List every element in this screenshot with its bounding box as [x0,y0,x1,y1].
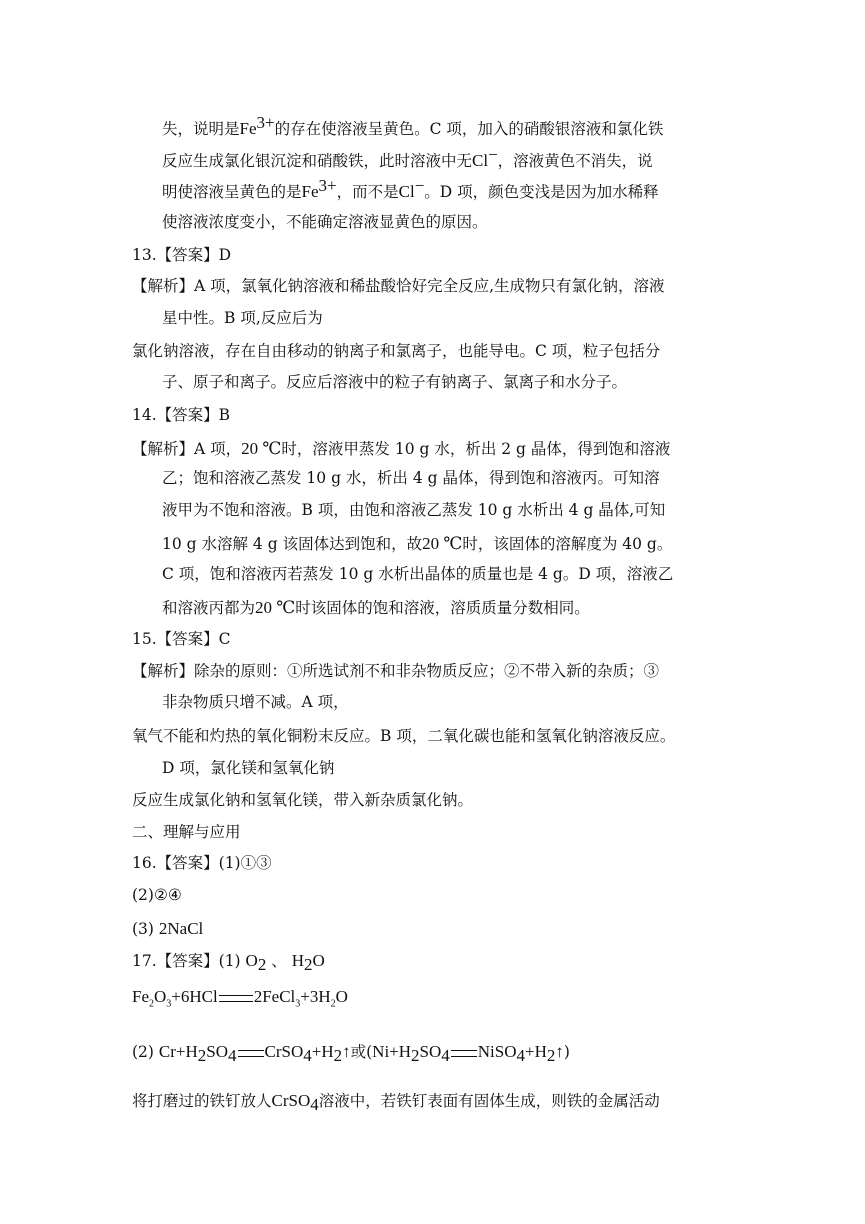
equation-iron-oxide: $Fe_2O_3+6HCl$ $2FeCl_3+3H_2O$ [132,987,348,1010]
answer-13: 13.【答案】D [132,246,232,264]
analysis-14: 【解析】A 项，20 ℃时，溶液甲蒸发 10 g 水，析出 2 g 晶体，得到饱和溶液 [132,439,671,458]
equals-sign [238,1050,264,1057]
text-line: 液甲为不饱和溶液。B 项，由饱和溶液乙蒸发 10 g 水析出 4 g 晶体,可知 [162,501,666,519]
answer-16: 16.【答案】(1)①③ [132,854,272,872]
text-line: C 项，饱和溶液丙若蒸发 10 g 水析出晶体的质量也是 4 g。D 项，溶液乙 [162,565,674,583]
answer-17: 17.【答案】(1) $O_2$ 、 $H_2O$ [132,951,325,975]
answer-15: 15.【答案】C [132,630,231,648]
equals-sign [219,995,253,1002]
text-line: 失，说明是$Fe^{3+}$的存在使溶液呈黄色。C 项，加入的硝酸银溶液和氯化铁 [162,112,664,138]
text-line: 非杂物质只增不减。A 项， [162,693,349,711]
answer-16-part3: (3) 2NaCl [132,919,204,938]
text-line: 反应生成氯化钠和氢氧化镁，带入新杂质氯化钠。 [132,791,474,809]
text-line: 明使溶液呈黄色的是$Fe^{3+}$，而不是Cl−。D 项，颜色变浅是因为加水稀释 [162,175,659,201]
text-line: 10 g 水溶解 4 g 该固体达到饱和，故20 ℃时，该固体的溶解度为 40 g。 [162,534,673,553]
analysis-13: 【解析】A 项，氯氧化钠溶液和稀盐酸恰好完全反应,生成物只有氯化钠，溶液 [132,277,665,295]
section-heading: 二、理解与应用 [132,823,241,841]
equals-sign [451,1050,477,1057]
text-line: 氧气不能和灼热的氧化铜粉末反应。B 项，二氧化碳也能和氢氧化钠溶液反应。 [132,727,676,745]
text-line: 使溶液浓度变小，不能确定溶液显黄色的原因。 [162,213,488,231]
text-line: 乙；饱和溶液乙蒸发 10 g 水，析出 4 g 晶体，得到饱和溶液丙。可知溶 [162,469,660,487]
answer-14: 14.【答案】B [132,406,231,424]
text-line: 将打磨过的铁钉放人CrSO$_4$溶液中，若铁钉表面有固体生成，则铁的金属活动 [132,1091,660,1115]
text-line: 子、原子和离子。反应后溶液中的粒子有钠离子、氯离子和水分子。 [162,373,628,391]
text-line: D 项，氯化镁和氢氧化钠 [162,759,335,777]
equation-chromium: (2) $Cr+H_2SO_4$ $CrSO_4+H_2↑$或($Ni+H_2SO_4$ $NiSO_4+H_2↑$) [132,1042,570,1066]
analysis-15: 【解析】除杂的原则：①所选试剂不和非杂物质反应；②不带入新的杂质；③ [132,662,660,680]
text-line: 反应生成氯化银沉淀和硝酸铁，此时溶液中无Cl−，溶液黄色不消失，说 [162,144,653,170]
answer-16-part2: (2)②④ [132,886,182,904]
text-line: 和溶液丙都为20 ℃时该固体的饱和溶液，溶质质量分数相同。 [162,598,590,617]
text-line: 星中性。B 项,反应后为 [162,309,323,327]
text-line: 氯化钠溶液，存在自由移动的钠离子和氯离子，也能导电。C 项，粒子包括分 [132,342,661,360]
